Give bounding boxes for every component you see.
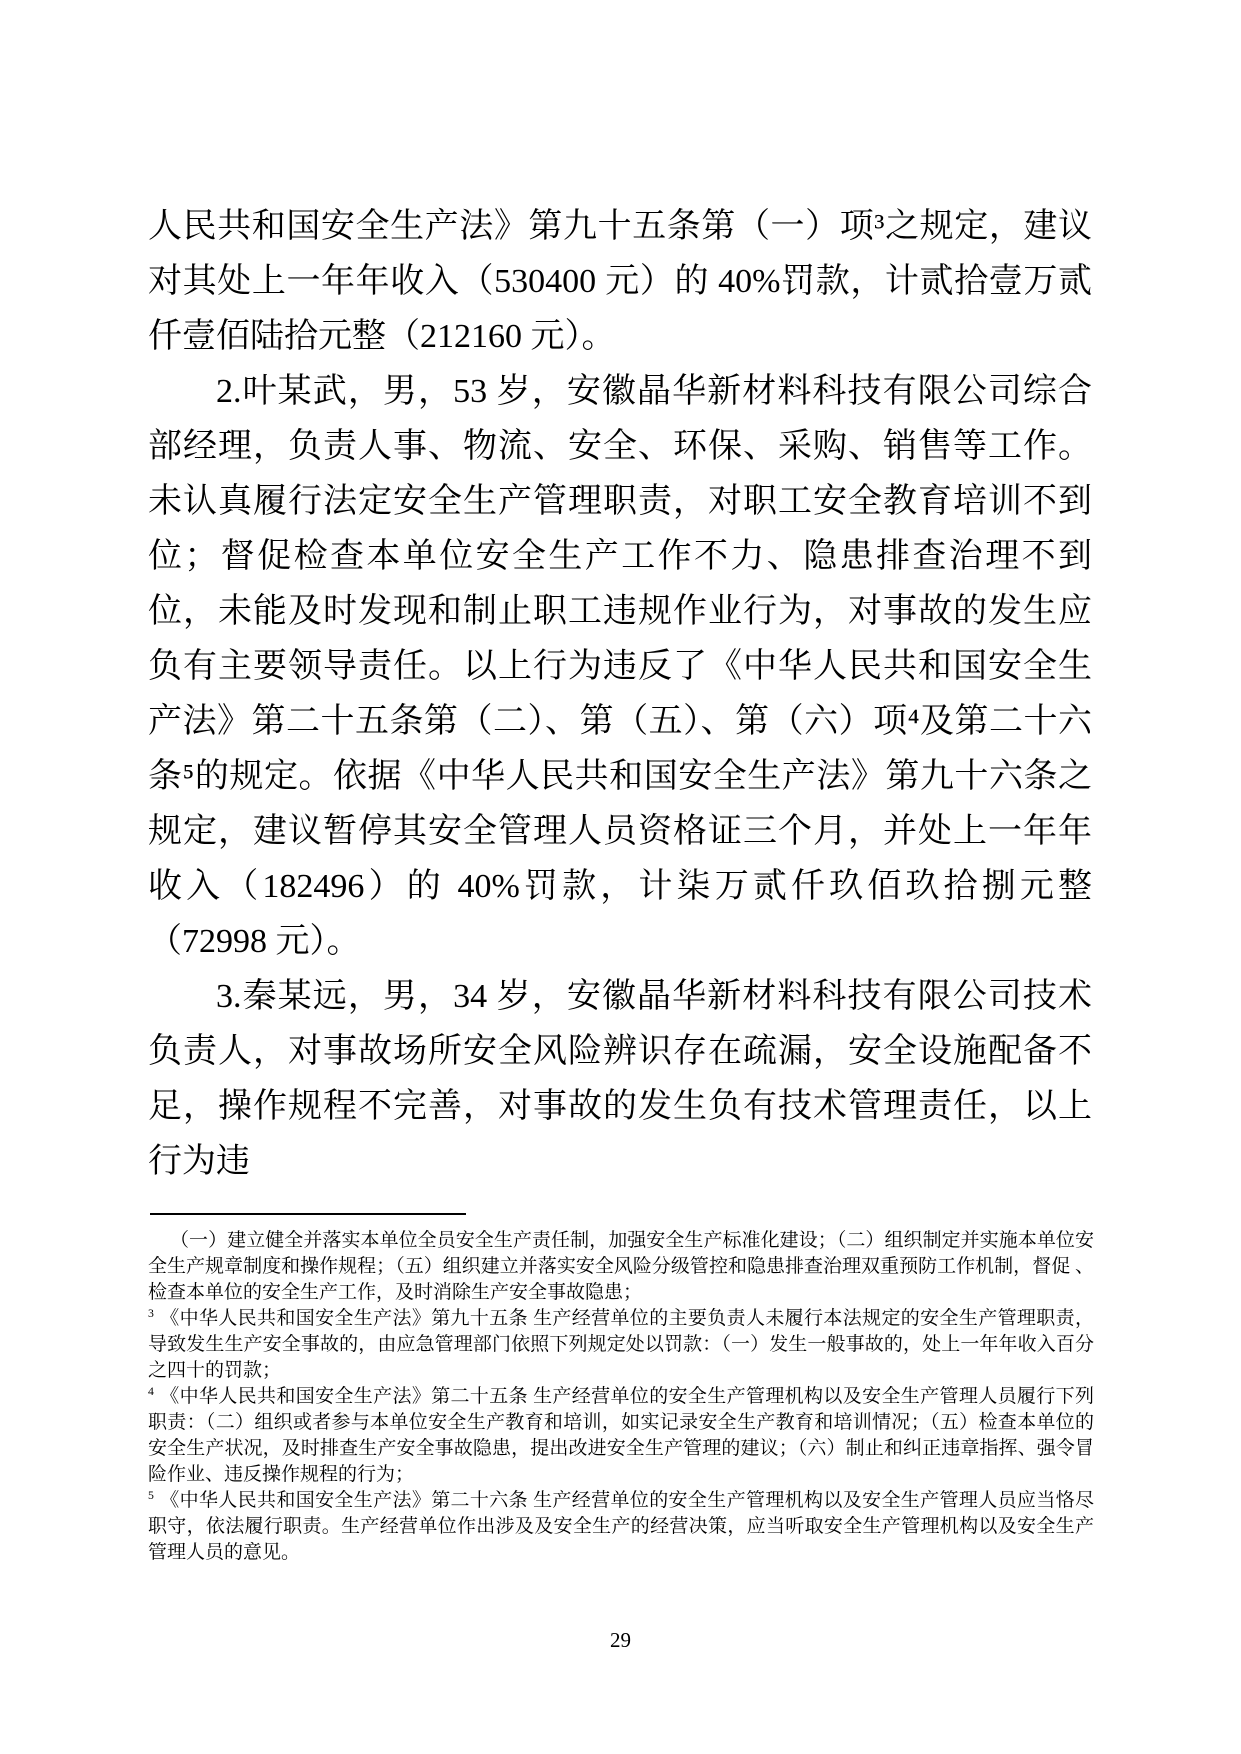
footnotes-section	[148, 1213, 1094, 1566]
page-number: 29	[610, 1628, 631, 1652]
footnote-separator	[150, 1213, 466, 1215]
footnote-4	[148, 1384, 1094, 1488]
footnote-4-text: 《中华人民共和国安全生产法》第二十五条 生产经营单位的安全生产管理机构以及安全生产管理人员履行下列职责：（二）组织或者参与本单位安全生产教育和培训，如实记录安全生产教育和培训情况；（五）检查本单位的安全生产状况，及时排查生产安全事故隐患，提出改进安全生产管理的建议；（六）制止和纠正违章指挥、强令冒险作业、违反操作规程的行为；	[148, 1386, 1094, 1485]
footnote-4-marker: 4	[148, 1384, 154, 1398]
footnote-3-text: 《中华人民共和国安全生产法》第九十五条 生产经营单位的主要负责人未履行本法规定的安全生产管理职责，导致发生生产安全事故的，由应急管理部门依照下列规定处以罚款：（一）发生一般事故的，处上一年年收入百分之四十的罚款；	[148, 1308, 1094, 1381]
paragraph-person-2: 2.叶某武，男，53 岁，安徽晶华新材料科技有限公司综合部经理，负责人事、物流、安全、环保、采购、销售等工作。未认真履行法定安全生产管理职责，对职工安全教育培训不到位；督促检查本单位安全生产工作不力、隐患排查治理不到位，未能及时发现和制止职工违规作业行为，对事故的发生应负有主要领导责任。以上行为违反了《中华人民共和国安全生产法》第二十五条第（二）、第（五）、第（六）项⁴及第二十六条⁵的规定。依据《中华人民共和国安全生产法》第九十六条之规定，建议暂停其安全管理人员资格证三个月，并处上一年年收入（182496）的 40%罚款，计柒万贰仟玖佰玖拾捌元整（72998 元）。	[148, 373, 1092, 960]
footnote-5-marker: 5	[148, 1488, 154, 1502]
document-body	[148, 199, 1092, 1189]
paragraph-continuation: 人民共和国安全生产法》第九十五条第（一）项³之规定，建议对其处上一年年收入（530400 元）的 40%罚款，计贰拾壹万贰仟壹佰陆拾元整（212160 元）。	[148, 208, 1092, 355]
footnote-5	[148, 1488, 1094, 1566]
paragraph-person-3: 3.秦某远，男，34 岁，安徽晶华新材料科技有限公司技术负责人，对事故场所安全风险辨识存在疏漏，安全设施配备不足，操作规程不完善，对事故的发生负有技术管理责任，以上行为违	[148, 978, 1092, 1180]
footnote-5-text: 《中华人民共和国安全生产法》第二十六条 生产经营单位的安全生产管理机构以及安全生产管理人员应当恪尽职守，依法履行职责。生产经营单位作出涉及及安全生产的经营决策，应当听取安全生产管理机构以及安全生产管理人员的意见。	[148, 1490, 1094, 1563]
footnote-continuation: （一）建立健全并落实本单位全员安全生产责任制，加强安全生产标准化建设；（二）组织制定并实施本单位安全生产规章制度和操作规程；（五）组织建立并落实安全风险分级管控和隐患排查治理双重预防工作机制，督促 、检查本单位的安全生产工作，及时消除生产安全事故隐患；	[148, 1230, 1094, 1303]
footnote-3	[148, 1306, 1094, 1384]
footnote-3-marker: 3	[148, 1306, 154, 1320]
